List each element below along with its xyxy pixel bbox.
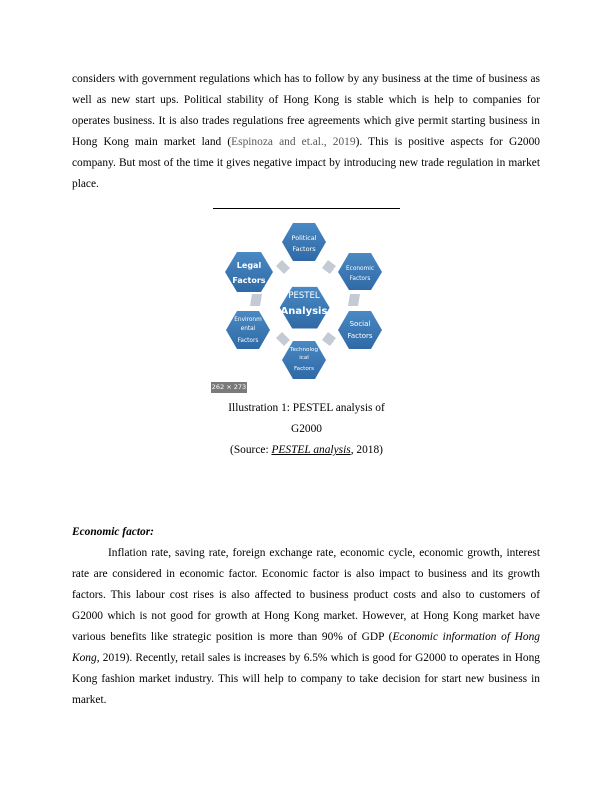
legal-label-1: Legal (236, 261, 262, 270)
paragraph-text: considers with government regulations which has to follow by any business at the time of business as well as new start ups. Political stability of Hong Kong is stable which is help to companies for operates business. It is also trades regulations free agreements which give permit starting business in Hong Kong main market land ( (72, 73, 540, 148)
paragraph-text: ). Recently, retail sales is increases by 6.5% which is good for G2000 to operates in Hong Kong fashion market industry. This will help to company to take decision for start new business in market. (72, 652, 541, 706)
figure-top-rule (213, 208, 400, 209)
pestel-diagram (210, 216, 400, 396)
economic-label-1: Economic (345, 266, 375, 272)
section-heading: Economic factor: (72, 526, 154, 538)
social-label-2: Factors (347, 332, 373, 340)
technological-label-1: Technolog (289, 347, 319, 353)
environmental-label-2: ental (240, 326, 256, 332)
body-paragraph-political (72, 69, 540, 195)
technological-label-3: Factors (293, 366, 315, 372)
political-label-2: Factors (292, 245, 316, 253)
figure-source (213, 440, 400, 457)
source-close: , 2018) (350, 444, 383, 456)
paragraph-text: ). This is positive aspects for G2000 company. But most of the time it gives negative impact by introducing new trade regulation in market place. (72, 136, 540, 190)
environmental-label-1: Environm (234, 317, 262, 323)
figure-caption: Illustration 1: PESTEL analysis of G2000 (228, 402, 385, 435)
citation-year: , 2019 (96, 652, 126, 664)
center-label-line2: Analysis (280, 306, 328, 317)
image-dimensions-badge: 262 × 273 (211, 383, 247, 391)
legal-hexagon (225, 252, 273, 292)
economic-label-2: Factors (349, 276, 371, 282)
source-open: (Source: (230, 444, 272, 456)
citation: Espinoza and et.al., 2019 (231, 136, 356, 148)
citation-title: Economic information of Hong Kong (72, 631, 540, 664)
social-label-1: Social (349, 320, 371, 328)
social-hexagon (338, 311, 382, 349)
environmental-label-3: Factors (237, 338, 259, 344)
political-label-1: Political (291, 234, 317, 242)
center-label-line1: PESTEL (288, 291, 320, 301)
source-title: PESTEL analysis (271, 444, 351, 456)
technological-label-2: ical (299, 355, 309, 361)
paragraph-text: Inflation rate, saving rate, foreign exchange rate, economic cycle, economic growth, interest rate are considered in economic factor. Economic factor is also impact to business and its growth factors. This labour cost rises is also affected to business product costs and also to customers of G2000 which is not good for growth at Hong Kong market. However, at Hong Kong market have various benefits like strategic position is more than 90% of GDP ( (72, 547, 540, 643)
legal-label-2: Factors (232, 276, 266, 285)
figure-source-clip (213, 440, 400, 457)
body-paragraph-economic (72, 543, 540, 711)
political-hexagon (282, 223, 326, 261)
